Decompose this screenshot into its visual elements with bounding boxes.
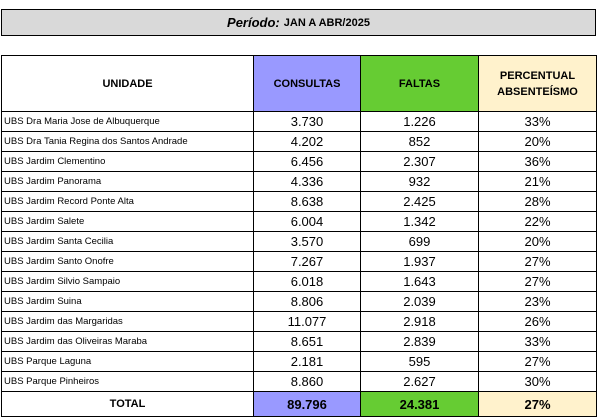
table-header-row	[2, 56, 597, 112]
cell-unidade: UBS Jardim das Margaridas	[2, 312, 254, 332]
cell-unidade: UBS Dra Maria Jose de Albuquerque	[2, 112, 254, 132]
cell-unidade: UBS Dra Tania Regina dos Santos Andrade	[2, 132, 254, 152]
table-row	[2, 112, 597, 132]
cell-faltas: 2.425	[361, 192, 479, 212]
cell-percentual: 27%	[479, 252, 597, 272]
cell-percentual: 20%	[479, 232, 597, 252]
cell-percentual: 33%	[479, 112, 597, 132]
column-header-percentual: PERCENTUAL ABSENTEÍSMO	[479, 56, 597, 112]
table-row	[2, 212, 597, 232]
period-label: Período:	[227, 15, 280, 30]
cell-consultas: 3.570	[254, 232, 361, 252]
cell-faltas: 2.307	[361, 152, 479, 172]
cell-faltas: 852	[361, 132, 479, 152]
cell-faltas: 2.839	[361, 332, 479, 352]
cell-unidade: UBS Jardim Record Ponte Alta	[2, 192, 254, 212]
cell-unidade: UBS Jardim das Oliveiras Maraba	[2, 332, 254, 352]
column-header-unidade: UNIDADE	[2, 56, 254, 112]
cell-consultas: 8.651	[254, 332, 361, 352]
period-header	[1, 9, 596, 36]
cell-unidade: UBS Jardim Santa Cecilia	[2, 232, 254, 252]
absenteeism-table	[1, 55, 597, 417]
cell-consultas: 8.638	[254, 192, 361, 212]
cell-faltas: 932	[361, 172, 479, 192]
table-row	[2, 172, 597, 192]
cell-unidade: UBS Jardim Clementino	[2, 152, 254, 172]
cell-faltas: 2.039	[361, 292, 479, 312]
cell-percentual: 27%	[479, 352, 597, 372]
table-row	[2, 132, 597, 152]
table-row	[2, 312, 597, 332]
cell-percentual: 23%	[479, 292, 597, 312]
cell-consultas: 3.730	[254, 112, 361, 132]
cell-percentual: 26%	[479, 312, 597, 332]
cell-faltas: 1.937	[361, 252, 479, 272]
column-header-faltas: FALTAS	[361, 56, 479, 112]
cell-consultas: 6.456	[254, 152, 361, 172]
cell-unidade: UBS Jardim Panorama	[2, 172, 254, 192]
period-value: JAN A ABR/2025	[283, 16, 370, 29]
cell-consultas: 8.860	[254, 372, 361, 392]
cell-consultas: 6.004	[254, 212, 361, 232]
cell-unidade: UBS Parque Laguna	[2, 352, 254, 372]
total-label: TOTAL	[2, 392, 254, 417]
table-row	[2, 372, 597, 392]
cell-consultas: 4.202	[254, 132, 361, 152]
cell-consultas: 11.077	[254, 312, 361, 332]
cell-faltas: 2.918	[361, 312, 479, 332]
cell-consultas: 7.267	[254, 252, 361, 272]
cell-consultas: 6.018	[254, 272, 361, 292]
cell-unidade: UBS Jardim Salete	[2, 212, 254, 232]
cell-faltas: 1.342	[361, 212, 479, 232]
cell-consultas: 4.336	[254, 172, 361, 192]
cell-unidade: UBS Jardim Santo Onofre	[2, 252, 254, 272]
table-row	[2, 332, 597, 352]
table-row	[2, 252, 597, 272]
total-row	[2, 392, 597, 417]
total-faltas: 24.381	[361, 392, 479, 417]
column-header-consultas: CONSULTAS	[254, 56, 361, 112]
cell-unidade: UBS Jardim Silvio Sampaio	[2, 272, 254, 292]
table-body	[2, 112, 597, 417]
total-percentual: 27%	[479, 392, 597, 417]
cell-percentual: 21%	[479, 172, 597, 192]
table-row	[2, 292, 597, 312]
cell-faltas: 595	[361, 352, 479, 372]
cell-faltas: 2.627	[361, 372, 479, 392]
cell-percentual: 20%	[479, 132, 597, 152]
cell-percentual: 30%	[479, 372, 597, 392]
cell-unidade: UBS Jardim Suina	[2, 292, 254, 312]
cell-unidade: UBS Parque Pinheiros	[2, 372, 254, 392]
cell-faltas: 699	[361, 232, 479, 252]
table-row	[2, 352, 597, 372]
cell-faltas: 1.226	[361, 112, 479, 132]
cell-percentual: 28%	[479, 192, 597, 212]
cell-consultas: 2.181	[254, 352, 361, 372]
cell-percentual: 33%	[479, 332, 597, 352]
table-row	[2, 272, 597, 292]
cell-consultas: 8.806	[254, 292, 361, 312]
table-row	[2, 192, 597, 212]
cell-percentual: 36%	[479, 152, 597, 172]
table-row	[2, 152, 597, 172]
cell-percentual: 27%	[479, 272, 597, 292]
cell-percentual: 22%	[479, 212, 597, 232]
total-consultas: 89.796	[254, 392, 361, 417]
table-row	[2, 232, 597, 252]
cell-faltas: 1.643	[361, 272, 479, 292]
